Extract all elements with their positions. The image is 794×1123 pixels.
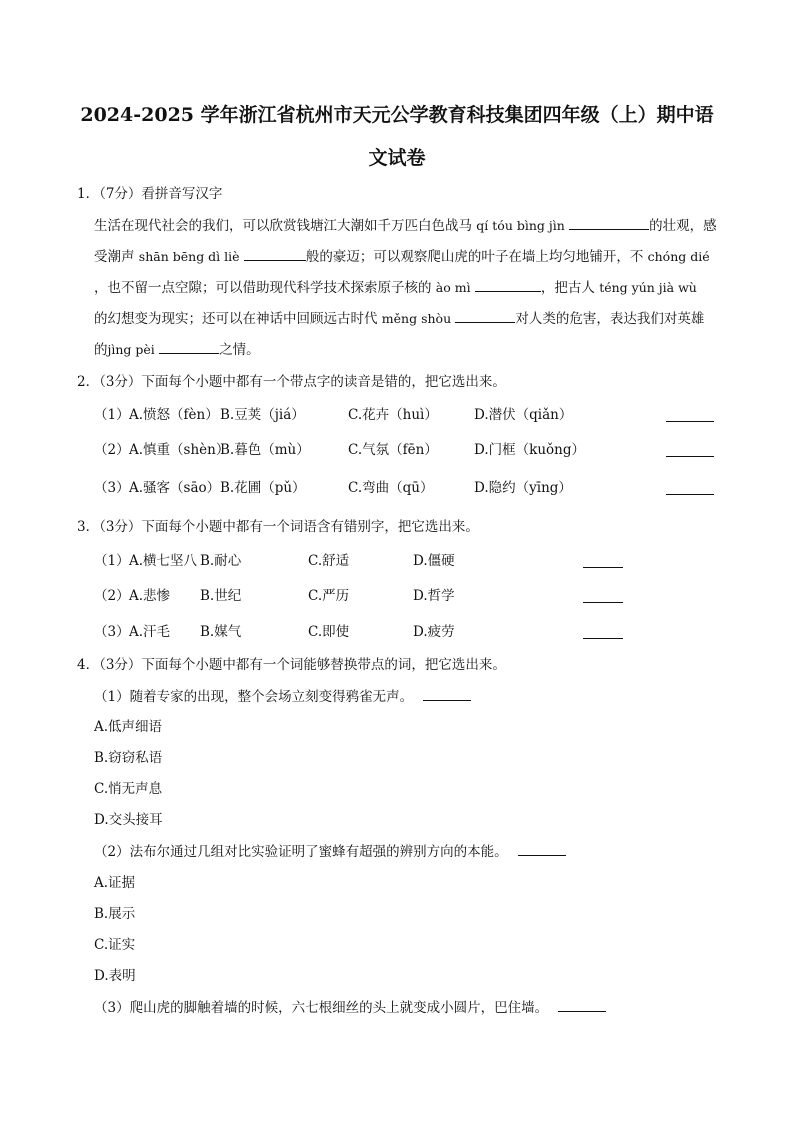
exam-title-line2: 文试卷 — [368, 147, 426, 169]
q4-sub-3-answer-blank[interactable] — [558, 999, 606, 1012]
q1-text: 之情。 — [219, 342, 260, 358]
q1-answer-blank[interactable] — [475, 279, 541, 292]
q4-sub-2 — [94, 843, 566, 861]
q2-option-d[interactable]: D.潜伏（qiǎn） — [474, 407, 573, 423]
q2-option-b[interactable]: B.豆荚（jiá） — [220, 407, 305, 423]
q4-sub-1-sentence: （1）随着专家的出现，整个会场立刻变得鸦雀无声。 — [94, 689, 414, 705]
q3-answer-blank[interactable] — [583, 566, 623, 568]
q1-pinyin: shān bēng dì liè — [138, 249, 240, 264]
q2-row-number: （3） — [94, 480, 130, 496]
q1-pinyin: qí tóu bìng jìn — [476, 218, 565, 233]
q4-sub-3 — [94, 999, 606, 1017]
q1-text: 受潮声 — [94, 249, 135, 265]
q1-text: 对人类的危害，表达我们对英雄 — [515, 311, 705, 327]
q1-text: 生活在现代社会的我们，可以欣赏钱塘江大潮如千万匹白色战马 — [94, 218, 472, 234]
q4-sub-2-option[interactable]: B.展示 — [94, 906, 136, 922]
q1-answer-blank[interactable] — [455, 310, 515, 323]
q1-pinyin: téng yún jià wù — [599, 280, 697, 295]
q1-pinyin: chóng dié — [647, 249, 710, 264]
q4-sub-1-answer-blank[interactable] — [423, 688, 471, 701]
q4-sub-1-option[interactable]: C.悄无声息 — [94, 781, 163, 797]
q2-option-d[interactable]: D.门框（kuǒng） — [474, 442, 585, 458]
q3-row-number: （3） — [94, 624, 130, 640]
q1-pinyin: ào mì — [435, 280, 471, 295]
q2-option-a[interactable]: A.骚客（sāo） — [129, 480, 221, 496]
q1-text: 的 — [94, 342, 108, 358]
q4-sub-1-option[interactable]: A.低声细语 — [94, 719, 163, 735]
q1-text: ，把古人 — [540, 280, 595, 296]
q4-sub-3-sentence: （3）爬山虎的脚触着墙的时候，六七根细丝的头上就变成小圆片，巴住墙。 — [94, 1000, 549, 1016]
q2-option-c[interactable]: C.弯曲（qū） — [348, 480, 434, 496]
q2-option-c[interactable]: C.气氛（fēn） — [348, 442, 438, 458]
q1-pinyin: měng shòu — [381, 311, 452, 326]
q1-text: 的幻想变为现实；还可以在神话中回顾远古时代 — [94, 311, 378, 327]
q3-row-number: （2） — [94, 588, 130, 604]
q1-pinyin: jìng pèi — [107, 342, 155, 357]
q4-sub-2-option[interactable]: A.证据 — [94, 875, 136, 891]
q2-option-c[interactable]: C.花卉（huì） — [348, 407, 438, 423]
q1-heading: 1．（7分）看拼音写汉字 — [77, 186, 223, 202]
q3-answer-blank[interactable] — [583, 637, 623, 639]
q2-option-b[interactable]: B.暮色（mù） — [220, 442, 310, 458]
q4-heading: 4．（3分）下面每个小题中都有一个词能够替换带点的词，把它选出来。 — [77, 657, 506, 673]
q4-sub-2-option[interactable]: C.证实 — [94, 937, 136, 953]
q4-sub-1-option[interactable]: B.窃窃私语 — [94, 750, 163, 766]
q2-option-a[interactable]: A.慎重（shèn） — [129, 442, 230, 458]
q2-heading: 2．（3分）下面每个小题中都有一个带点字的读音是错的，把它选出来。 — [77, 374, 506, 390]
q3-option-c[interactable]: C.舒适 — [308, 553, 350, 569]
q1-line-2 — [94, 248, 710, 266]
q4-sub-1 — [94, 688, 471, 706]
q3-option-d[interactable]: D.僵硬 — [413, 553, 455, 569]
q3-option-d[interactable]: D.疲劳 — [413, 624, 455, 640]
q2-row-number: （1） — [94, 407, 130, 423]
q3-option-b[interactable]: B.媒气 — [200, 624, 242, 640]
q1-answer-blank[interactable] — [159, 341, 219, 354]
q1-text: 般的豪迈；可以观察爬山虎的叶子在墙上均匀地铺开，不 — [305, 249, 644, 265]
q3-option-c[interactable]: C.严历 — [308, 588, 350, 604]
q1-text: 的壮观，感 — [649, 218, 717, 234]
q3-option-a[interactable]: A.悲惨 — [129, 588, 171, 604]
q2-option-b[interactable]: B.花圃（pǔ） — [220, 480, 306, 496]
q2-answer-blank[interactable] — [666, 493, 714, 495]
q2-answer-blank[interactable] — [666, 420, 714, 422]
q2-option-a[interactable]: A.愤怒（fèn） — [129, 407, 219, 423]
q3-option-b[interactable]: B.世纪 — [200, 588, 242, 604]
q2-answer-blank[interactable] — [666, 455, 714, 457]
q1-line-5 — [94, 341, 260, 359]
q3-option-a[interactable]: A.汗毛 — [129, 624, 171, 640]
q3-option-b[interactable]: B.耐心 — [200, 553, 242, 569]
exam-title-line1: 2024-2025 学年浙江省杭州市天元公学教育科技集团四年级（上）期中语 — [80, 104, 714, 126]
q3-answer-blank[interactable] — [583, 601, 623, 603]
q2-row-number: （2） — [94, 442, 130, 458]
q3-option-a[interactable]: A.横七坚八 — [129, 553, 198, 569]
q4-sub-2-sentence: （2）法布尔通过几组对比实验证明了蜜蜂有超强的辨别方向的本能。 — [94, 844, 508, 860]
q1-text: ，也不留一点空隙；可以借助现代科学技术探索原子核的 — [94, 280, 432, 296]
q3-option-d[interactable]: D.哲学 — [413, 588, 455, 604]
q3-heading: 3．（3分）下面每个小题中都有一个词语含有错别字，把它选出来。 — [77, 519, 479, 535]
q3-row-number: （1） — [94, 553, 130, 569]
q1-answer-blank[interactable] — [244, 248, 306, 261]
q4-sub-2-answer-blank[interactable] — [518, 843, 566, 856]
q4-sub-2-option[interactable]: D.表明 — [94, 968, 136, 984]
q1-line-1 — [94, 217, 717, 235]
q1-line-4 — [94, 310, 704, 328]
q2-option-d[interactable]: D.隐约（yīng） — [474, 480, 572, 496]
q4-sub-1-option[interactable]: D.交头接耳 — [94, 812, 163, 828]
q1-line-3 — [94, 279, 697, 297]
q3-option-c[interactable]: C.即使 — [308, 624, 350, 640]
q1-answer-blank[interactable] — [569, 217, 649, 230]
